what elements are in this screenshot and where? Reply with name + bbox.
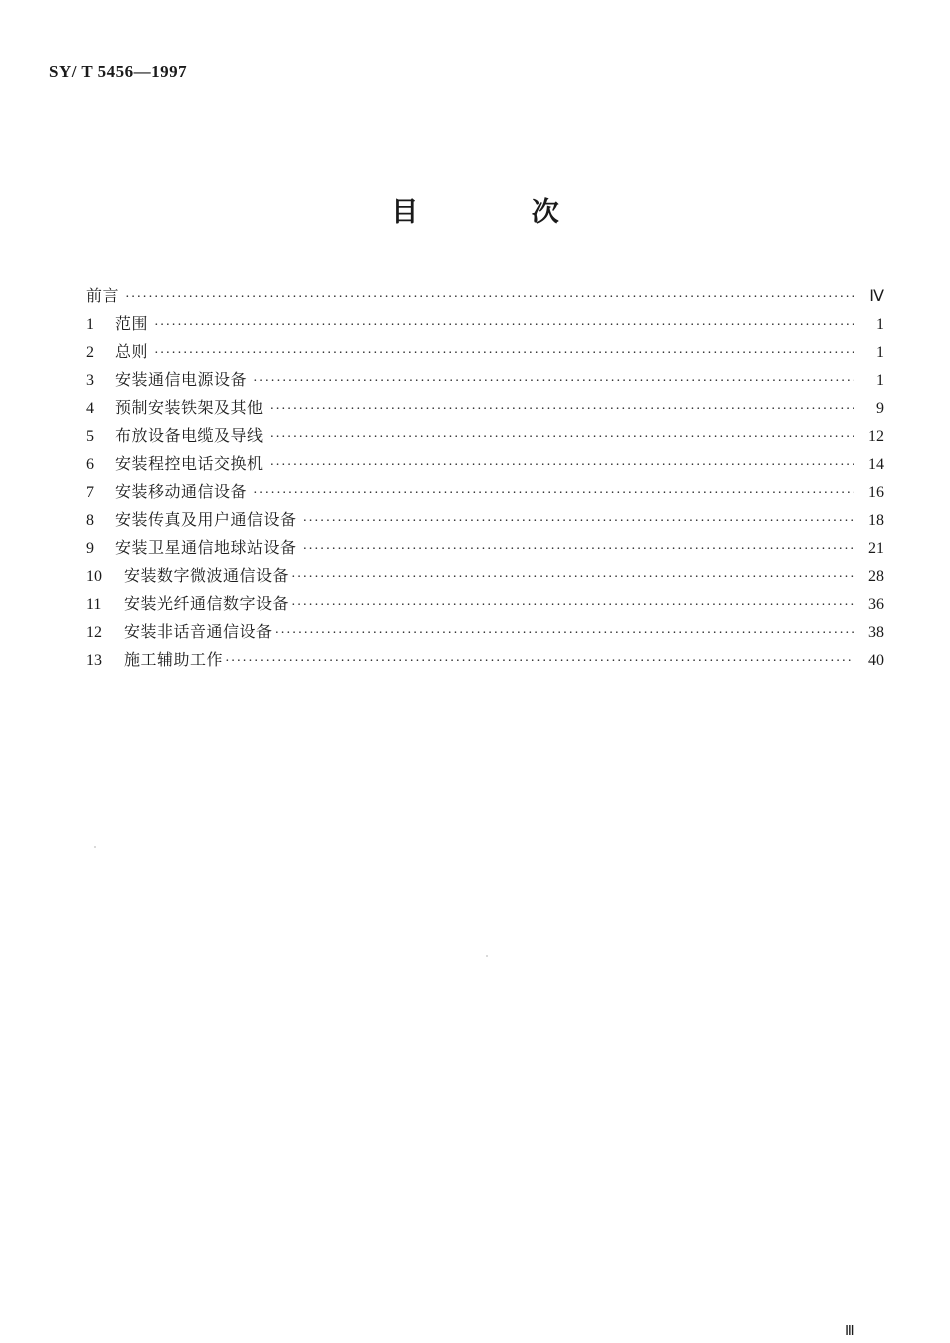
toc-leader-dots — [303, 508, 854, 536]
toc-leader-dots — [291, 592, 854, 620]
toc-entry-number: 5 — [86, 428, 94, 445]
toc-entry-page: 1 — [876, 372, 884, 389]
toc-entry-page: 9 — [876, 400, 884, 417]
page-title: 目 次 — [391, 197, 611, 228]
toc-leader-dots — [270, 396, 854, 424]
toc-entry-label: 安装光纤通信数字设备 — [124, 594, 290, 613]
toc-entry-label: 安装通信电源设备 — [115, 370, 248, 389]
toc-entry-page: 1 — [876, 344, 884, 361]
toc-entry-number: 9 — [86, 540, 94, 557]
toc-entry-label: 安装数字微波通信设备 — [124, 566, 290, 585]
toc-leader-dots — [303, 536, 854, 564]
toc-entry[interactable] — [86, 338, 884, 366]
toc-entry-label: 施工辅助工作 — [124, 650, 224, 669]
toc-entry-label: 预制安装铁架及其他 — [115, 398, 264, 417]
toc-entry-foreword[interactable] — [86, 282, 884, 310]
toc-entry[interactable] — [86, 450, 884, 478]
toc-leader-dots — [154, 340, 854, 368]
toc-entry[interactable] — [86, 394, 884, 422]
toc-entry-page: 21 — [868, 540, 884, 557]
toc-leader-dots — [253, 480, 854, 508]
toc-entry[interactable] — [86, 562, 884, 590]
toc-leader-dots — [253, 368, 854, 396]
toc-leader-dots — [154, 312, 854, 340]
toc-entry[interactable] — [86, 478, 884, 506]
standard-number: SY/ T 5456—1997 — [49, 62, 188, 81]
toc-entry-label: 安装传真及用户通信设备 — [115, 510, 297, 529]
toc-entry-number: 6 — [86, 456, 94, 473]
toc-entry-label: 安装非话音通信设备 — [124, 622, 273, 641]
scan-speck — [94, 846, 96, 848]
table-of-contents — [86, 282, 884, 674]
toc-entry-number: 11 — [86, 596, 102, 613]
toc-entry-number: 8 — [86, 512, 94, 529]
toc-entry-number: 1 — [86, 316, 94, 333]
toc-entry-page: 1 — [876, 316, 884, 333]
toc-entry-number: 10 — [86, 568, 102, 585]
toc-entry[interactable] — [86, 534, 884, 562]
toc-entry-number: 12 — [86, 624, 102, 641]
toc-entry-label: 范围 — [115, 314, 149, 333]
toc-entry-page: 18 — [868, 512, 884, 529]
toc-entry-label: 安装程控电话交换机 — [115, 454, 264, 473]
toc-entry-page: 38 — [868, 624, 884, 641]
toc-entry-label: 布放设备电缆及导线 — [115, 426, 264, 445]
toc-leader-dots — [291, 564, 854, 592]
toc-entry[interactable] — [86, 646, 884, 674]
toc-entry-label: 总则 — [115, 342, 149, 361]
toc-entry-number: 2 — [86, 344, 94, 361]
toc-leader-dots — [270, 424, 854, 452]
toc-entry-page: 16 — [868, 484, 884, 501]
toc-entry-number: 13 — [86, 652, 102, 669]
scan-speck — [486, 955, 488, 957]
toc-entry[interactable] — [86, 590, 884, 618]
toc-entry-label: 安装卫星通信地球站设备 — [115, 538, 297, 557]
toc-entry-label: 安装移动通信设备 — [115, 482, 248, 501]
toc-entry-page: Ⅳ — [869, 288, 884, 305]
toc-entry[interactable] — [86, 422, 884, 450]
toc-entry-number: 4 — [86, 400, 94, 417]
toc-entry-page: 28 — [868, 568, 884, 585]
toc-entry-page: 36 — [868, 596, 884, 613]
toc-leader-dots — [270, 452, 854, 480]
toc-entry[interactable] — [86, 618, 884, 646]
toc-entry-page: 40 — [868, 652, 884, 669]
toc-leader-dots — [125, 284, 854, 312]
toc-leader-dots — [275, 620, 854, 648]
page-number: Ⅲ — [845, 1324, 855, 1339]
toc-entry[interactable] — [86, 366, 884, 394]
toc-entry-number: 3 — [86, 372, 94, 389]
toc-entry[interactable] — [86, 310, 884, 338]
toc-entry-page: 12 — [868, 428, 884, 445]
toc-entry-page: 14 — [868, 456, 884, 473]
toc-leader-dots — [225, 648, 854, 676]
toc-entry-label: 前言 — [86, 286, 120, 305]
toc-entry[interactable] — [86, 506, 884, 534]
toc-entry-number: 7 — [86, 484, 94, 501]
